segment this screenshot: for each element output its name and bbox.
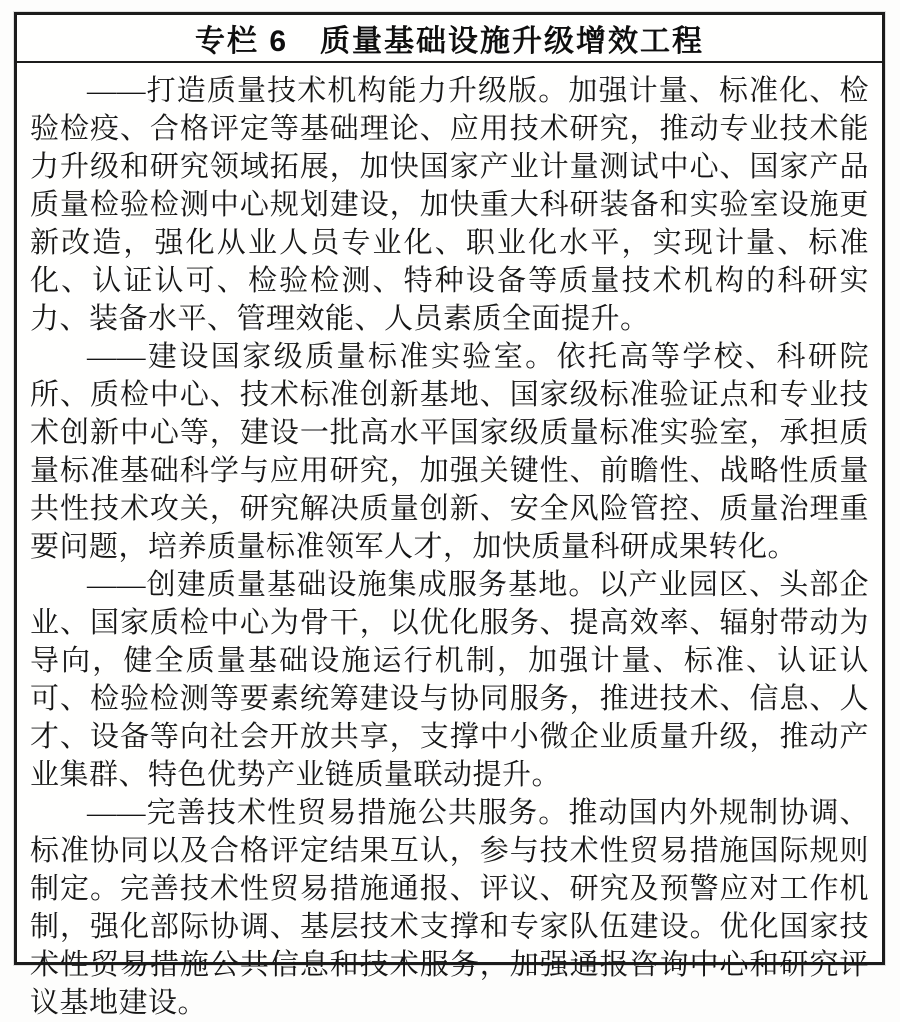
paragraph-integrated-service-bases: ——创建质量基础设施集成服务基地。以产业园区、头部企业、国家质检中心为骨干，以优化服务、提高效率、辐射带动为导向，健全质量基础设施运行机制，加强计量、标准、认证认可、检验检测等要素统筹建设与协同服务，推进技术、信息、人才、设备等向社会开放共享，支撑中小微企业质量升级，推动产业集群、特色优势产业链质量联动提升。	[30, 569, 869, 791]
paragraph-quality-tech-institutions: ——打造质量技术机构能力升级版。加强计量、标准化、检验检疫、合格评定等基础理论、应用技术研究，推动专业技术能力升级和研究领域拓展，加快国家产业计量测试中心、国家产品质量检验检测中心规划建设，加快重大科研装备和实验室设施更新改造，强化从业人员专业化、职业化水平，实现计量、标准化、认证认可、检验检测、特种设备等质量技术机构的科研实力、装备水平、管理效能、人员素质全面提升。	[30, 75, 869, 335]
box-body	[17, 63, 882, 1022]
callout-box	[14, 12, 885, 1019]
paragraph-technical-trade-measures: ——完善技术性贸易措施公共服务。推动国内外规制协调、标准协同以及合格评定结果互认，参与技术性贸易措施国际规则制定。完善技术性贸易措施通报、评议、研究及预警应对工作机制，强化部际协调、基层技术支撑和专家队伍建设。优化国家技术性贸易措施公共信息和技术服务，加强通报咨询中心和研究评议基地建设。	[30, 797, 869, 1019]
box-title: 专栏 6 质量基础设施升级增效工程	[17, 15, 882, 63]
paragraph-national-quality-labs: ——建设国家级质量标准实验室。依托高等学校、科研院所、质检中心、技术标准创新基地、国家级标准验证点和专业技术创新中心等，建设一批高水平国家级质量标准实验室，承担质量标准基础科学与应用研究，加强关键性、前瞻性、战略性质量共性技术攻关，研究解决质量创新、安全风险管控、质量治理重要问题，培养质量标准领军人才，加快质量科研成果转化。	[30, 341, 869, 563]
